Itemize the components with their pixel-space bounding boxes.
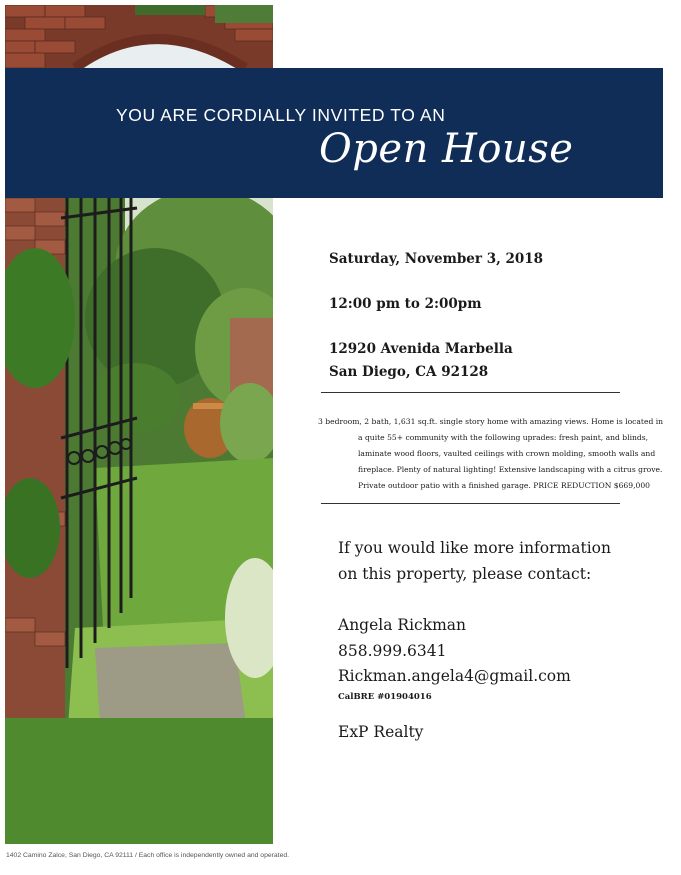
agent-email[interactable]: Rickman.angela4@gmail.com [338,667,571,685]
footer-address: 1402 Camino Zalce, San Diego, CA 92111 / Each office is independently owned and operated. [6,852,290,859]
address-street: 12920 Avenida Marbella [329,341,513,357]
event-date: Saturday, November 3, 2018 [329,251,544,267]
invitation-banner [5,68,663,198]
contact-intro-line2: on this property, please contact: [338,565,592,583]
contact-intro-line1: If you would like more information [338,539,611,557]
address-city: San Diego, CA 92128 [329,364,489,380]
description-line: a quite 55+ community with the following uprades: fresh paint, and blinds, [358,433,649,442]
description-line: Private outdoor patio with a finished garage. PRICE REDUCTION $669,000 [358,481,650,490]
agent-company: ExP Realty [338,723,424,741]
open-house-title: Open House [319,126,574,172]
divider-top [321,392,620,393]
invitation-heading: YOU ARE CORDIALLY INVITED TO AN [116,105,446,125]
garden-photo [5,198,273,844]
agent-name: Angela Rickman [338,616,467,634]
property-description [318,414,674,494]
agent-license: CalBRE #01904016 [338,692,432,702]
divider-bottom [321,503,620,504]
description-line: fireplace. Plenty of natural lighting! Extensive landscaping with a citrus grove. [358,465,663,474]
garden-photo-top [5,5,273,68]
agent-phone[interactable]: 858.999.6341 [338,642,447,660]
description-line: laminate wood floors, vaulted ceilings with crown molding, smooth walls and [358,449,656,458]
event-time: 12:00 pm to 2:00pm [329,296,482,312]
description-line: 3 bedroom, 2 bath, 1,631 sq.ft. single story home with amazing views. Home is located in [318,417,664,426]
